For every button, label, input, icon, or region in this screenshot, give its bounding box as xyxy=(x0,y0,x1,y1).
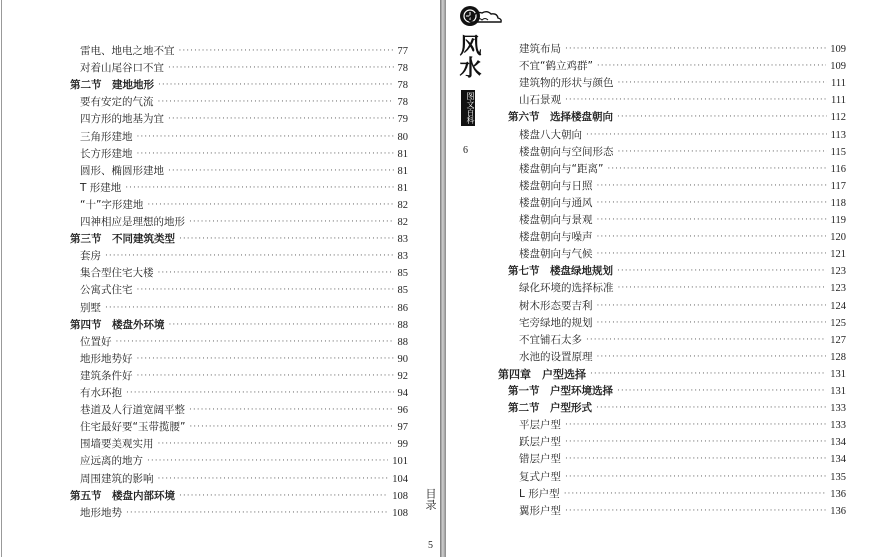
toc-entry xyxy=(519,195,846,212)
left-page xyxy=(0,0,440,557)
toc-leader-dots xyxy=(565,469,826,486)
toc-entry-page: 134 xyxy=(830,437,846,449)
book-subtitle: 图文百科 xyxy=(461,90,475,126)
toc-leader-dots xyxy=(158,265,394,282)
toc-leader-dots xyxy=(597,58,826,75)
toc-entry xyxy=(80,471,408,488)
toc-entry-title: 位置好 xyxy=(80,335,112,348)
toc-leader-dots xyxy=(564,486,827,503)
toc-entry-title: 复式户型 xyxy=(519,470,561,483)
toc-entry xyxy=(80,146,408,163)
toc-leader-dots xyxy=(147,197,393,214)
toc-section-heading xyxy=(508,400,846,417)
toc-entry-page: 78 xyxy=(397,97,408,109)
right-page-number: 6 xyxy=(463,145,468,156)
toc-leader-dots xyxy=(565,434,826,451)
toc-entry-page: 113 xyxy=(830,129,846,141)
toc-entry-title: 周围建筑的影响 xyxy=(80,472,154,485)
toc-entry-page: 115 xyxy=(830,146,846,158)
toc-entry-page: 109 xyxy=(830,44,846,55)
toc-entry-title: 四神相应是理想的地形 xyxy=(80,216,185,228)
toc-leader-dots xyxy=(590,366,826,383)
toc-leader-dots xyxy=(126,385,394,402)
toc-leader-dots xyxy=(189,402,394,419)
toc-entry xyxy=(519,41,846,58)
toc-entry-title: 别墅 xyxy=(80,301,101,314)
toc-entry-page: 131 xyxy=(830,368,846,380)
toc-entry-page: 97 xyxy=(397,422,408,434)
toc-entry xyxy=(519,503,846,520)
toc-entry-page: 131 xyxy=(830,386,846,397)
toc-entry-title: 集合型住宅大楼 xyxy=(80,267,154,280)
toc-entry-page: 121 xyxy=(830,249,846,261)
toc-entry-title: 绿化环境的选择标准 xyxy=(519,282,614,295)
toc-entry-title: 第二节 户型形式 xyxy=(508,402,592,415)
toc-entry-page: 116 xyxy=(830,163,846,175)
toc-leader-dots xyxy=(597,298,827,315)
toc-leader-dots xyxy=(189,214,394,231)
toc-entry xyxy=(80,453,408,470)
toc-entry-page: 96 xyxy=(397,405,408,417)
toc-entry-page: 82 xyxy=(397,217,408,228)
toc-leader-dots xyxy=(617,263,826,280)
toc-entry-title: 翼形户型 xyxy=(519,504,561,517)
toc-leader-dots xyxy=(618,280,827,297)
toc-entry-title: 跃层户型 xyxy=(519,436,561,449)
toc-leader-dots xyxy=(565,417,826,434)
toc-leader-dots xyxy=(586,332,826,349)
toc-entry-title: 水池的设置原理 xyxy=(519,350,593,363)
toc-leader-dots xyxy=(179,488,388,505)
toc-leader-dots xyxy=(597,195,827,212)
toc-entry-title: 公寓式住宅 xyxy=(80,284,133,297)
toc-entry-title: T 形建地 xyxy=(80,181,122,194)
toc-entry-page: 136 xyxy=(830,488,846,500)
toc-entry xyxy=(519,58,846,75)
toc-entry-title: 建筑布局 xyxy=(519,43,561,55)
toc-entry-title: 巷道及人行道宽阔平整 xyxy=(80,404,185,417)
toc-entry-title: 不宜铺石太多 xyxy=(519,333,582,346)
toc-section-heading xyxy=(508,263,846,280)
toc-entry-title: 地形地势好 xyxy=(80,352,133,365)
toc-entry-page: 108 xyxy=(392,490,408,502)
toc-entry-title: 四方形的地基为宜 xyxy=(80,113,164,126)
toc-entry-title: 对着山尾谷口不宜 xyxy=(80,62,164,75)
toc-section-heading xyxy=(70,488,408,505)
toc-entry-page: 77 xyxy=(397,46,408,57)
toc-entry xyxy=(80,351,408,368)
toc-leader-dots xyxy=(617,383,826,400)
toc-entry-title: 套房 xyxy=(80,250,101,263)
toc-leader-dots xyxy=(189,419,393,436)
toc-entry-title: 第五节 楼盘内部环境 xyxy=(70,489,175,502)
toc-entry-title: “十”字形建地 xyxy=(80,198,144,211)
toc-entry-page: 120 xyxy=(830,232,846,244)
toc-leader-dots xyxy=(158,94,394,111)
toc-entry xyxy=(80,163,408,180)
toc-entry xyxy=(519,298,846,315)
toc-entry-page: 133 xyxy=(830,403,846,415)
toc-entry-title: 第四章 户型选择 xyxy=(498,367,586,381)
toc-leader-dots xyxy=(617,109,827,126)
toc-leader-dots xyxy=(597,229,827,246)
page-edge-line xyxy=(1,0,2,557)
toc-entry-title: 住宅最好要“玉带揽腰” xyxy=(80,421,186,434)
toc-leader-dots xyxy=(116,334,394,351)
toc-entry xyxy=(80,436,408,453)
toc-entry-page: 111 xyxy=(831,78,846,90)
toc-entry-title: 第三节 不同建筑类型 xyxy=(70,233,175,246)
toc-entry xyxy=(519,127,846,144)
toc-entry xyxy=(519,161,846,178)
toc-entry-page: 135 xyxy=(830,471,846,483)
toc-entry-page: 108 xyxy=(392,507,408,519)
toc-entry-page: 109 xyxy=(830,61,846,73)
toc-leader-dots xyxy=(105,300,394,317)
toc-entry-title: 楼盘朝向与空间形态 xyxy=(519,145,614,158)
toc-entry-title: 要有安定的气流 xyxy=(80,96,154,109)
toc-leader-dots xyxy=(158,436,394,453)
toc-entry-title: 楼盘八大朝向 xyxy=(519,128,582,141)
toc-entry-page: 123 xyxy=(830,266,846,278)
toc-entry-title: 楼盘朝向与气候 xyxy=(519,248,593,261)
toc-entry-page: 119 xyxy=(830,215,846,226)
toc-leader-dots xyxy=(607,161,826,178)
toc-entry-page: 83 xyxy=(397,234,408,246)
toc-entry xyxy=(80,129,408,146)
toc-entry xyxy=(80,368,408,385)
toc-leader-dots xyxy=(618,75,828,92)
toc-entry xyxy=(519,332,846,349)
toc-entry xyxy=(519,280,846,297)
toc-leader-dots xyxy=(168,111,394,128)
toc-entry-title: 平层户型 xyxy=(519,419,561,432)
toc-leader-dots xyxy=(137,282,394,299)
toc-leader-dots xyxy=(597,349,827,366)
toc-entry-page: 124 xyxy=(830,300,846,312)
toc-entry-page: 78 xyxy=(397,80,408,92)
toc-entry-page: 111 xyxy=(831,95,846,107)
toc-entry xyxy=(80,282,408,299)
toc-entry-title: 地形地势 xyxy=(80,506,122,519)
toc-entry xyxy=(80,505,408,522)
toc-section-heading xyxy=(70,317,408,334)
toc-entry-title: 楼盘朝向与噪声 xyxy=(519,231,593,244)
toc-entry-page: 136 xyxy=(830,505,846,517)
toc-entry-title: 应远离的地方 xyxy=(80,455,143,468)
toc-leader-dots xyxy=(565,451,826,468)
toc-side-label: 目录 xyxy=(424,488,437,510)
toc-entry-page: 125 xyxy=(830,317,846,329)
toc-entry xyxy=(80,248,408,265)
toc-entry-title: 第七节 楼盘绿地规划 xyxy=(508,265,613,278)
toc-entry-title: 楼盘朝向与景观 xyxy=(519,214,593,226)
toc-entry-page: 101 xyxy=(392,456,408,468)
toc-entry-title: 第四节 楼盘外环境 xyxy=(70,318,165,331)
toc-entry xyxy=(80,300,408,317)
toc-entry xyxy=(80,60,408,77)
toc-leader-dots xyxy=(618,144,827,161)
book-title: 风水 xyxy=(456,34,482,78)
left-page-number: 5 xyxy=(428,540,433,551)
toc-entry-title: 错层户型 xyxy=(519,453,561,466)
toc-entry-title: 楼盘朝向与通风 xyxy=(519,196,593,209)
toc-entry xyxy=(80,419,408,436)
toc-entry-title: L 形户型 xyxy=(519,487,560,500)
toc-entry xyxy=(80,265,408,282)
cloud-ornament-icon xyxy=(466,8,506,28)
toc-entry xyxy=(80,385,408,402)
toc-entry-page: 128 xyxy=(830,351,846,363)
toc-entry xyxy=(80,94,408,111)
toc-leader-dots xyxy=(168,163,394,180)
toc-section-heading xyxy=(70,231,408,248)
toc-entry-page: 104 xyxy=(392,473,408,485)
toc-leader-dots xyxy=(137,368,394,385)
toc-entry xyxy=(519,469,846,486)
toc-entry-page: 86 xyxy=(397,302,408,314)
toc-entry-page: 112 xyxy=(830,112,846,124)
toc-section-heading xyxy=(70,77,408,94)
toc-entry-title: 楼盘朝向与日照 xyxy=(519,179,593,192)
toc-leader-dots xyxy=(179,231,394,248)
right-page xyxy=(446,0,888,557)
toc-entry-title: 围墙要美观实用 xyxy=(80,438,154,451)
toc-entry-title: 雷电、地电之地不宜 xyxy=(80,45,175,57)
toc-leader-dots xyxy=(147,453,388,470)
toc-entry xyxy=(519,92,846,109)
toc-leader-dots xyxy=(158,77,394,94)
toc-entry-page: 117 xyxy=(830,180,846,192)
toc-entry-title: 有水环抱 xyxy=(80,387,122,399)
toc-entry xyxy=(519,349,846,366)
toc-entry xyxy=(80,43,408,60)
toc-entry-page: 127 xyxy=(830,334,846,346)
toc-entry xyxy=(519,212,846,229)
toc-entry-page: 99 xyxy=(397,439,408,451)
toc-entry-page: 78 xyxy=(397,63,408,75)
toc-leader-dots xyxy=(565,92,827,109)
toc-entry-page: 80 xyxy=(397,131,408,143)
toc-leader-dots xyxy=(137,129,394,146)
toc-entry xyxy=(519,144,846,161)
toc-entry xyxy=(80,214,408,231)
toc-entry-title: 圆形、椭圆形建地 xyxy=(80,164,164,177)
toc-leader-dots xyxy=(126,505,388,522)
toc-entry xyxy=(80,402,408,419)
toc-entry-page: 85 xyxy=(397,268,408,280)
toc-entry xyxy=(80,334,408,351)
toc-leader-dots xyxy=(586,127,827,144)
toc-entry-page: 88 xyxy=(397,319,408,331)
toc-entry xyxy=(519,486,846,503)
toc-leader-dots xyxy=(137,146,394,163)
toc-entry xyxy=(519,75,846,92)
toc-entry-page: 82 xyxy=(397,199,408,211)
toc-leader-dots xyxy=(597,178,827,195)
toc-leader-dots xyxy=(597,315,827,332)
toc-entry-page: 92 xyxy=(397,370,408,382)
toc-entry-page: 83 xyxy=(397,251,408,263)
toc-entry xyxy=(519,246,846,263)
toc-entry-title: 第一节 户型环境选择 xyxy=(508,385,613,397)
toc-entry-page: 85 xyxy=(397,285,408,297)
toc-leader-dots xyxy=(137,351,394,368)
toc-entry-title: 山石景观 xyxy=(519,94,561,107)
toc-entry xyxy=(519,229,846,246)
toc-entry-title: 第二节 建地地形 xyxy=(70,79,154,92)
toc-entry-page: 94 xyxy=(397,388,408,399)
toc-leader-dots xyxy=(565,503,826,520)
toc-entry-page: 81 xyxy=(397,148,408,160)
toc-chapter-heading xyxy=(498,366,846,383)
toc-leader-dots xyxy=(179,43,394,60)
toc-entry xyxy=(80,197,408,214)
toc-leader-dots xyxy=(158,471,389,488)
toc-entry-page: 79 xyxy=(397,114,408,126)
toc-entry-title: 第六节 选择楼盘朝向 xyxy=(508,111,613,124)
toc-entry-page: 133 xyxy=(830,420,846,432)
toc-entry-page: 134 xyxy=(830,454,846,466)
toc-entry-page: 81 xyxy=(397,165,408,177)
toc-leader-dots xyxy=(597,212,827,229)
toc-entry-title: 树木形态要吉利 xyxy=(519,299,593,312)
toc-leader-dots xyxy=(596,400,826,417)
toc-entry xyxy=(519,417,846,434)
toc-entry-title: 建筑条件好 xyxy=(80,369,133,382)
toc-leader-dots xyxy=(105,248,394,265)
toc-leader-dots xyxy=(125,180,393,197)
toc-entry-page: 118 xyxy=(830,197,846,209)
toc-leader-dots xyxy=(169,317,394,334)
toc-section-heading xyxy=(508,109,846,126)
toc-entry-title: 长方形建地 xyxy=(80,147,133,160)
toc-entry-title: 三角形建地 xyxy=(80,130,133,143)
toc-entry-title: 不宜“鹤立鸡群” xyxy=(519,60,593,73)
toc-entry xyxy=(519,434,846,451)
toc-section-heading xyxy=(508,383,846,400)
toc-leader-dots xyxy=(597,246,827,263)
toc-entry-title: 宅旁绿地的规划 xyxy=(519,316,593,329)
toc-entry xyxy=(80,180,408,197)
toc-entry-page: 123 xyxy=(830,283,846,295)
toc-entry-page: 88 xyxy=(397,336,408,348)
toc-entry xyxy=(519,315,846,332)
toc-entry-title: 楼盘朝向与“距离” xyxy=(519,162,604,175)
toc-entry-title: 建筑物的形状与颜色 xyxy=(519,77,614,90)
toc-entry xyxy=(519,451,846,468)
toc-entry-page: 81 xyxy=(397,182,408,194)
toc-leader-dots xyxy=(565,41,826,58)
toc-leader-dots xyxy=(168,60,394,77)
toc-entry xyxy=(519,178,846,195)
toc-entry xyxy=(80,111,408,128)
toc-entry-page: 90 xyxy=(397,353,408,365)
